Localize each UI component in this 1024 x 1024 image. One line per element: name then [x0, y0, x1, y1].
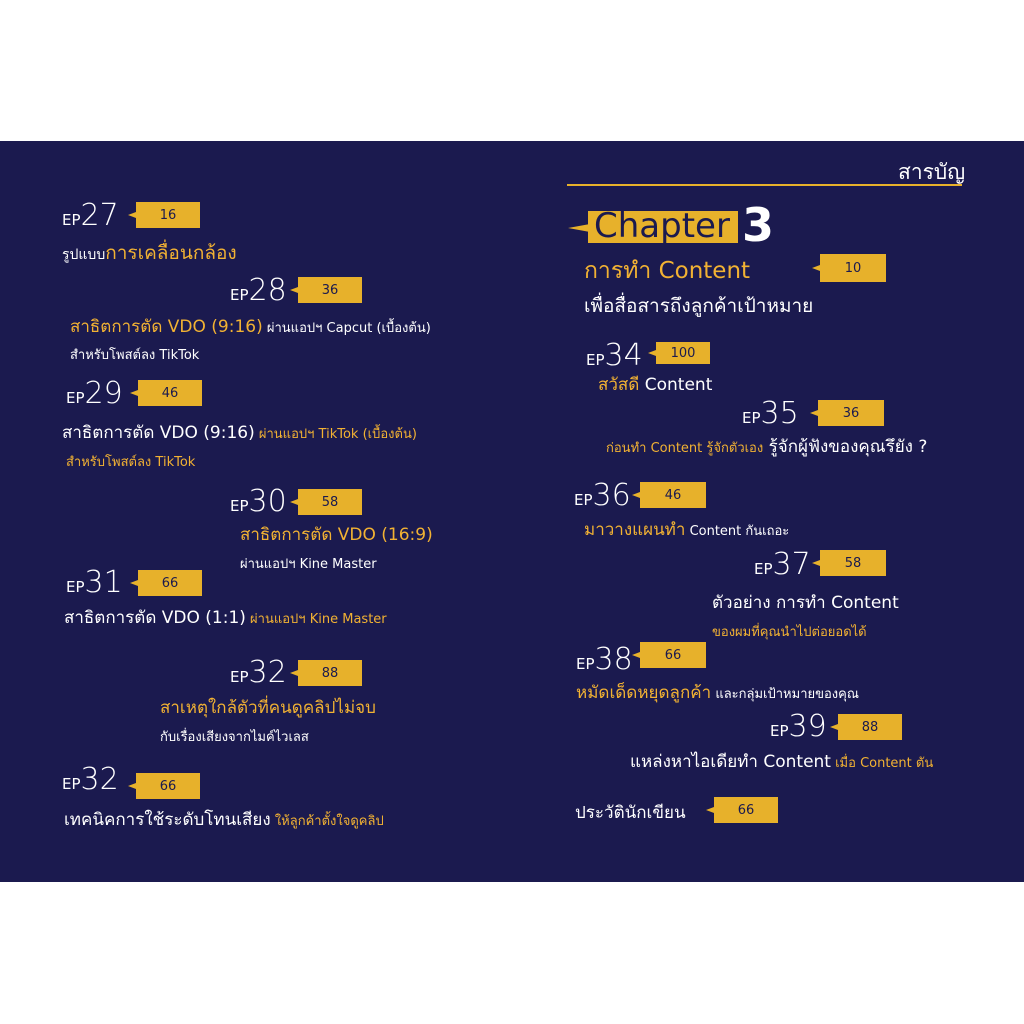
ep-number: 38	[594, 642, 633, 677]
chapter-subtitle: เพื่อสื่อสารถึงลูกค้าเป้าหมาย	[584, 295, 814, 317]
entry-title-part: รู้จักผู้ฟังของคุณรึยัง ?	[763, 437, 928, 457]
ep-label: EP	[574, 491, 593, 509]
ep-number: 36	[592, 478, 631, 513]
ep-number: 30	[248, 484, 287, 519]
entry-title-highlight: สาเหตุใกล้ตัวที่คนดูคลิปไม่จบ	[160, 698, 376, 718]
toc-entry-ep29	[66, 376, 123, 411]
entry-title	[584, 516, 789, 543]
page-tag: 66	[640, 642, 706, 668]
page-tag: 16	[136, 202, 200, 228]
chapter-banner-arrow-icon	[568, 224, 590, 232]
ep-label: EP	[770, 722, 789, 740]
entry-title-part: ผ่านแอปฯ Capcut (เบื้องต้น)	[262, 321, 431, 336]
entry-title	[64, 604, 387, 631]
page-tag: 58	[820, 550, 886, 576]
page-tag: 66	[136, 773, 200, 799]
ep-number: 39	[788, 709, 827, 744]
chapter-number: 3	[742, 198, 775, 252]
ep-number: 35	[760, 396, 799, 431]
toc-entry-ep27	[62, 198, 119, 233]
ep-label: EP	[230, 497, 249, 515]
page-tag: 66	[138, 570, 202, 596]
ep-label: EP	[586, 351, 605, 369]
ep-label: EP	[754, 560, 773, 578]
entry-title-part: แหล่งหาไอเดียทำ Content	[630, 752, 831, 772]
header-rule	[567, 184, 962, 186]
ep-number: 28	[248, 273, 287, 308]
chapter-title: การทำ Content	[584, 258, 751, 284]
entry-title	[64, 806, 384, 833]
ep-label: EP	[62, 211, 81, 229]
entry-title-highlight: การเคลื่อนกล้อง	[105, 242, 237, 264]
entry-title	[606, 433, 927, 460]
page-tag: 10	[820, 254, 886, 282]
ep-number: 34	[604, 338, 643, 373]
entry-title-highlight: เมื่อ Content ตัน	[830, 756, 934, 771]
toc-entry-ep38	[576, 642, 633, 677]
page-tag: 100	[656, 342, 710, 364]
toc-entry-ep36	[574, 478, 631, 513]
entry-title-highlight: สาธิตการตัด VDO (9:16)	[70, 317, 263, 337]
toc-entry-ep30	[230, 484, 287, 519]
page-tag: 36	[298, 277, 362, 303]
entry-title: ตัวอย่าง การทำ Content	[712, 593, 899, 613]
ep-label: EP	[230, 286, 249, 304]
ep-label: EP	[66, 389, 85, 407]
entry-subtitle: กับเรื่องเสียงจากไมค์ไวเลส	[160, 730, 309, 745]
toc-entry-ep31	[66, 565, 123, 600]
ep-label: EP	[62, 775, 81, 793]
ep-number: 37	[772, 547, 811, 582]
entry-title-part: รูปแบบ	[62, 247, 106, 263]
page-tag: 46	[138, 380, 202, 406]
entry-title-part: สาธิตการตัด VDO (1:1)	[64, 608, 246, 628]
entry-title	[598, 371, 712, 398]
toc-entry-ep32a	[230, 655, 287, 690]
ep-number: 32	[248, 655, 287, 690]
ep-label: EP	[742, 409, 761, 427]
entry-title-part: และกลุ่มเป้าหมายของคุณ	[711, 687, 859, 702]
author-bio-entry: ประวัตินักเขียน	[575, 803, 686, 823]
page-header: สารบัญ	[898, 160, 966, 184]
toc-entry-ep35	[742, 396, 799, 431]
entry-title	[62, 419, 417, 446]
ep-number: 32	[80, 762, 119, 797]
entry-subtitle: ผ่านแอปฯ Kine Master	[240, 557, 377, 572]
entry-title-part: Content กันเถอะ	[685, 524, 790, 539]
page-tag: 88	[838, 714, 902, 740]
entry-title-part: เทคนิคการใช้ระดับโทนเสียง	[64, 810, 271, 830]
entry-title-highlight: หมัดเด็ดหยุดลูกค้า	[576, 683, 712, 703]
entry-title-part: สาธิตการตัด VDO (9:16)	[62, 423, 255, 443]
entry-subtitle: ของผมที่คุณนำไปต่อยอดได้	[712, 625, 867, 640]
entry-title	[630, 748, 933, 775]
page-tag: 36	[818, 400, 884, 426]
entry-title-part: Content	[639, 375, 713, 395]
toc-entry-ep28	[230, 273, 287, 308]
page-tag: 88	[298, 660, 362, 686]
ep-number: 29	[84, 376, 123, 411]
toc-entry-ep32b	[62, 762, 119, 797]
entry-subtitle: สำหรับโพสต์ลง TikTok	[66, 455, 196, 470]
entry-title-highlight: ให้ลูกค้าตั้งใจดูคลิป	[270, 814, 384, 829]
entry-title-highlight: ผ่านแอปฯ TikTok (เบื้องต้น)	[254, 427, 417, 442]
chapter-word: Chapter	[594, 206, 730, 246]
entry-title-highlight: ก่อนทำ Content รู้จักตัวเอง	[606, 441, 764, 456]
entry-title-highlight: ผ่านแอปฯ Kine Master	[245, 612, 387, 627]
page-tag: 46	[640, 482, 706, 508]
entry-subtitle: สำหรับโพสต์ลง TikTok	[70, 348, 200, 363]
entry-title-highlight: มาวางแผนทำ	[584, 520, 686, 540]
ep-label: EP	[576, 655, 595, 673]
toc-entry-ep34	[586, 338, 643, 373]
ep-label: EP	[230, 668, 249, 686]
page-tag: 66	[714, 797, 778, 823]
entry-title-highlight: สวัสดี	[598, 375, 640, 395]
page-tag: 58	[298, 489, 362, 515]
entry-title-highlight: สาธิตการตัด VDO (16:9)	[240, 525, 433, 545]
toc-entry-ep37	[754, 547, 811, 582]
ep-number: 27	[80, 198, 119, 233]
ep-label: EP	[66, 578, 85, 596]
entry-title	[70, 313, 431, 340]
ep-number: 31	[84, 565, 123, 600]
entry-title	[576, 679, 859, 706]
entry-title	[62, 238, 237, 268]
toc-entry-ep39	[770, 709, 827, 744]
